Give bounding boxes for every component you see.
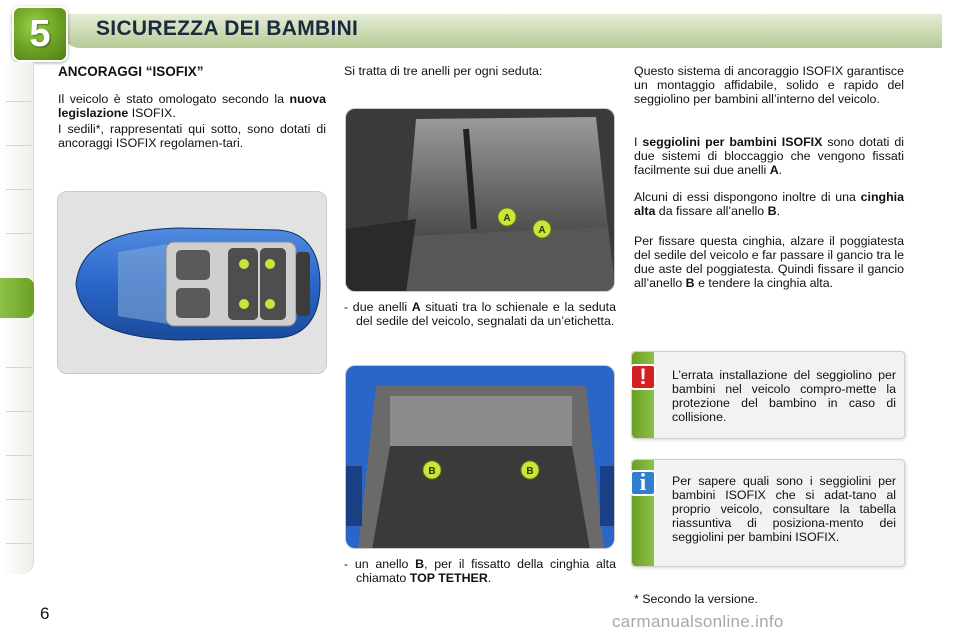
bold-run: B bbox=[415, 557, 425, 571]
page-header bbox=[0, 0, 960, 58]
bold-run: TOP TETHER bbox=[409, 571, 488, 585]
bold-run: seggiolini per bambini ISOFIX bbox=[642, 135, 823, 149]
anchor-a-label: A bbox=[538, 225, 546, 236]
text-run: . bbox=[776, 204, 781, 218]
bullet-anchors-a bbox=[344, 300, 616, 328]
car-top-view-image bbox=[57, 191, 327, 374]
text-run: . bbox=[778, 163, 783, 177]
warning-icon: ! bbox=[630, 364, 656, 390]
seat-anchors-a-image bbox=[345, 108, 615, 292]
bold-run: A bbox=[411, 300, 421, 314]
page-title: SICUREZZA DEI BAMBINI bbox=[96, 17, 359, 40]
chapter-tab-7[interactable] bbox=[6, 372, 32, 412]
chapter-tab-8[interactable] bbox=[6, 416, 32, 456]
text-run: . bbox=[487, 571, 492, 585]
text-run: - due anelli bbox=[344, 300, 412, 314]
col1-paragraph-2: I sedili*, rappresentati qui sotto, sono dotati di ancoraggi ISOFIX regolamen-tari. bbox=[58, 122, 326, 150]
col3-paragraph-1: Questo sistema di ancoraggio ISOFIX garantisce un montaggio affidabile, solido e rapido del seggiolino per bambini all’interno del veicolo. bbox=[634, 64, 904, 106]
anchor-b-label: B bbox=[526, 466, 534, 477]
chapter-tab-strip bbox=[0, 62, 34, 574]
col3-paragraph-2 bbox=[634, 135, 904, 177]
chapter-number-badge: 5 bbox=[12, 6, 68, 62]
seat-anchors-drawing bbox=[346, 109, 615, 292]
text-run: I bbox=[634, 135, 643, 149]
text-run: situati tra lo schienale e la seduta del sedile del veicolo, segnalati da un’etichetta. bbox=[356, 300, 616, 328]
warning-text: L’errata installazione del seggiolino per bambini nel veicolo compro-mette la protezione del bambino in caso di collisione. bbox=[672, 368, 896, 424]
chapter-tab-2[interactable] bbox=[6, 106, 32, 146]
text-run: ISOFIX. bbox=[128, 106, 176, 120]
chapter-tab-9[interactable] bbox=[6, 460, 32, 500]
chapter-tab-3[interactable] bbox=[6, 150, 32, 190]
watermark[interactable]: carmanualsonline.info bbox=[612, 612, 784, 631]
bold-run: nuova legislazione bbox=[58, 92, 326, 120]
text-run: - un anello bbox=[344, 557, 416, 571]
text-run: , per il fissatto della cinghia alta chiamato bbox=[356, 557, 616, 585]
col2-intro: Si tratta di tre anelli per ogni seduta: bbox=[344, 64, 543, 78]
warning-note bbox=[631, 351, 905, 439]
chapter-tab-1[interactable] bbox=[6, 62, 32, 102]
col3-paragraph-4 bbox=[634, 234, 904, 290]
chapter-tab-5-active[interactable] bbox=[0, 278, 34, 318]
trunk-anchor-drawing bbox=[346, 366, 615, 549]
anchor-b-label: B bbox=[428, 466, 436, 477]
info-note bbox=[631, 459, 905, 567]
car-top-view-drawing bbox=[58, 192, 327, 374]
text-run: Alcuni di essi dispongono inoltre di una bbox=[634, 190, 861, 204]
section-heading: ANCORAGGI “ISOFIX” bbox=[58, 64, 204, 79]
bold-run: A bbox=[769, 163, 779, 177]
text-run: Il veicolo è stato omologato secondo la bbox=[58, 92, 290, 106]
col1-paragraph-1 bbox=[58, 92, 326, 120]
text-run: da fissare all’anello bbox=[655, 204, 768, 218]
text-run: sono dotati di due sistemi di bloccaggio che vengono fissati facilmente sui due anelli bbox=[634, 135, 904, 177]
page-number: 6 bbox=[40, 604, 50, 623]
bold-run: B bbox=[685, 276, 695, 290]
chapter-tab-4[interactable] bbox=[6, 194, 32, 234]
footnote: * Secondo la versione. bbox=[634, 592, 758, 606]
text-run: e tendere la cinghia alta. bbox=[694, 276, 834, 290]
trunk-anchor-b-image bbox=[345, 365, 615, 549]
bold-run: B bbox=[767, 204, 777, 218]
info-icon: i bbox=[630, 470, 656, 496]
info-text: Per sapere quali sono i seggiolini per bambini ISOFIX che si adat-tano al proprio veicolo, consultare la tabella riassuntiva di posiziona-mento dei seggiolini per bambini ISOFIX. bbox=[672, 474, 896, 544]
bullet-anchor-b bbox=[344, 557, 616, 585]
chapter-tab-10[interactable] bbox=[6, 504, 32, 544]
col3-paragraph-3 bbox=[634, 190, 904, 218]
anchor-a-label: A bbox=[503, 213, 511, 224]
text-run: Per fissare questa cinghia, alzare il poggiatesta del sedile del veicolo e far passare il gancio tra le due aste del poggiatesta. Quindi fissare il gancio all’anello bbox=[634, 234, 904, 290]
chapter-tab-6[interactable] bbox=[6, 328, 32, 368]
bold-run: cinghia alta bbox=[634, 190, 904, 218]
